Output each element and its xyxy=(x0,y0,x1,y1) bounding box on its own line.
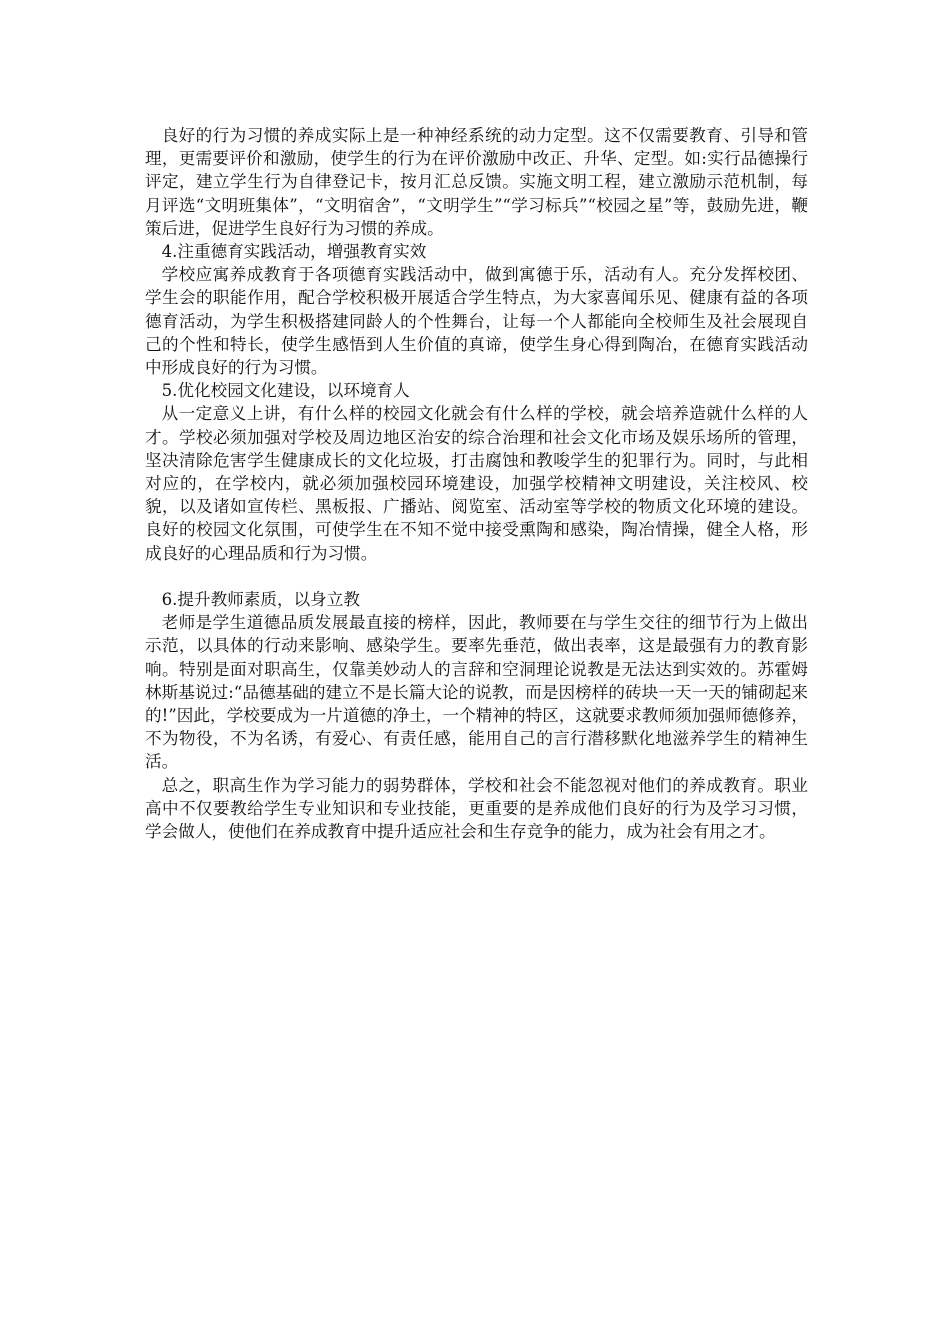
section-heading-6: 6.提升教师素质，以身立教 xyxy=(161,590,360,610)
paragraph-habit-formation: 良好的行为习惯的养成实际上是一种神经系统的动力定型。这不仅需要教育、引导和管理，更需要评价和激励，使学生的行为在评价激励中改正、升华、定型。如:实行品德操行评定，建立学生行为自律登记卡，按月汇总反馈。实施文明工程，建立激励示范机制，每月评选“文明班集体”，“文明宿舍”，“文明学生”“学习标兵”“校园之星”等，鼓励先进，鞭策后进，促进学生良好行为习惯的养成。 xyxy=(145,126,808,238)
paragraph-moral-practice: 学校应寓养成教育于各项德育实践活动中，做到寓德于乐，活动有人。充分发挥校团、学生会的职能作用，配合学校积极开展适合学生特点，为大家喜闻乐见、健康有益的各项德育活动，为学生积极搭建同龄人的个性舞台，让每一个人都能向全校师生及社会展现自己的个性和特长，使学生感悟到人生价值的真谛，使学生身心得到陶冶，在德育实践活动中形成良好的行为习惯。 xyxy=(145,265,808,378)
section-heading-4: 4.注重德育实践活动，增强教育实效 xyxy=(161,242,427,262)
blank-line xyxy=(145,565,808,588)
paragraph-campus-culture: 从一定意义上讲，有什么样的校园文化就会有什么样的学校，就会培养造就什么样的人才。学校必须加强对学校及周边地区治安的综合治理和社会文化市场及娱乐场所的管理，坚决清除危害学生健康成长的文化垃圾，打击腐蚀和教唆学生的犯罪行为。同时，与此相对应的，在学校内，就必须加强校园环境建设，加强学校精神文明建设，关注校风、校貌，以及诸如宣传栏、黑板报、广播站、阅览室、活动室等学校的物质文化环境的建设。良好的校园文化氛围，可使学生在不知不觉中接受熏陶和感染，陶冶情操，健全人格，形成良好的心理品质和行为习惯。 xyxy=(145,404,808,563)
section-heading-5: 5.优化校园文化建设，以环境育人 xyxy=(161,381,410,401)
document-body xyxy=(145,124,808,843)
paragraph-teacher-example: 老师是学生道德品质发展最直接的榜样，因此，教师要在与学生交往的细节行为上做出示范，以具体的行动来影响、感染学生。要率先垂范，做出表率，这是最强有力的教育影响。特别是面对职高生，仅靠美妙动人的言辞和空洞理论说教是无法达到实效的。苏霍姆林斯基说过:“品德基础的建立不是长篇大论的说教，而是因榜样的砖块一天一天的铺砌起来的!”因此，学校要成为一片道德的净土，一个精神的特区，这就要求教师须加强师德修养，不为物役，不为名诱，有爱心、有责任感，能用自己的言行潜移默化地滋养学生的精神生活。 xyxy=(145,613,808,772)
paragraph-conclusion: 总之，职高生作为学习能力的弱势群体，学校和社会不能忽视对他们的养成教育。职业高中不仅要教给学生专业知识和专业技能，更重要的是养成他们良好的行为及学习习惯，学会做人，使他们在养成教育中提升适应社会和生存竞争的能力，成为社会有用之才。 xyxy=(145,775,808,842)
